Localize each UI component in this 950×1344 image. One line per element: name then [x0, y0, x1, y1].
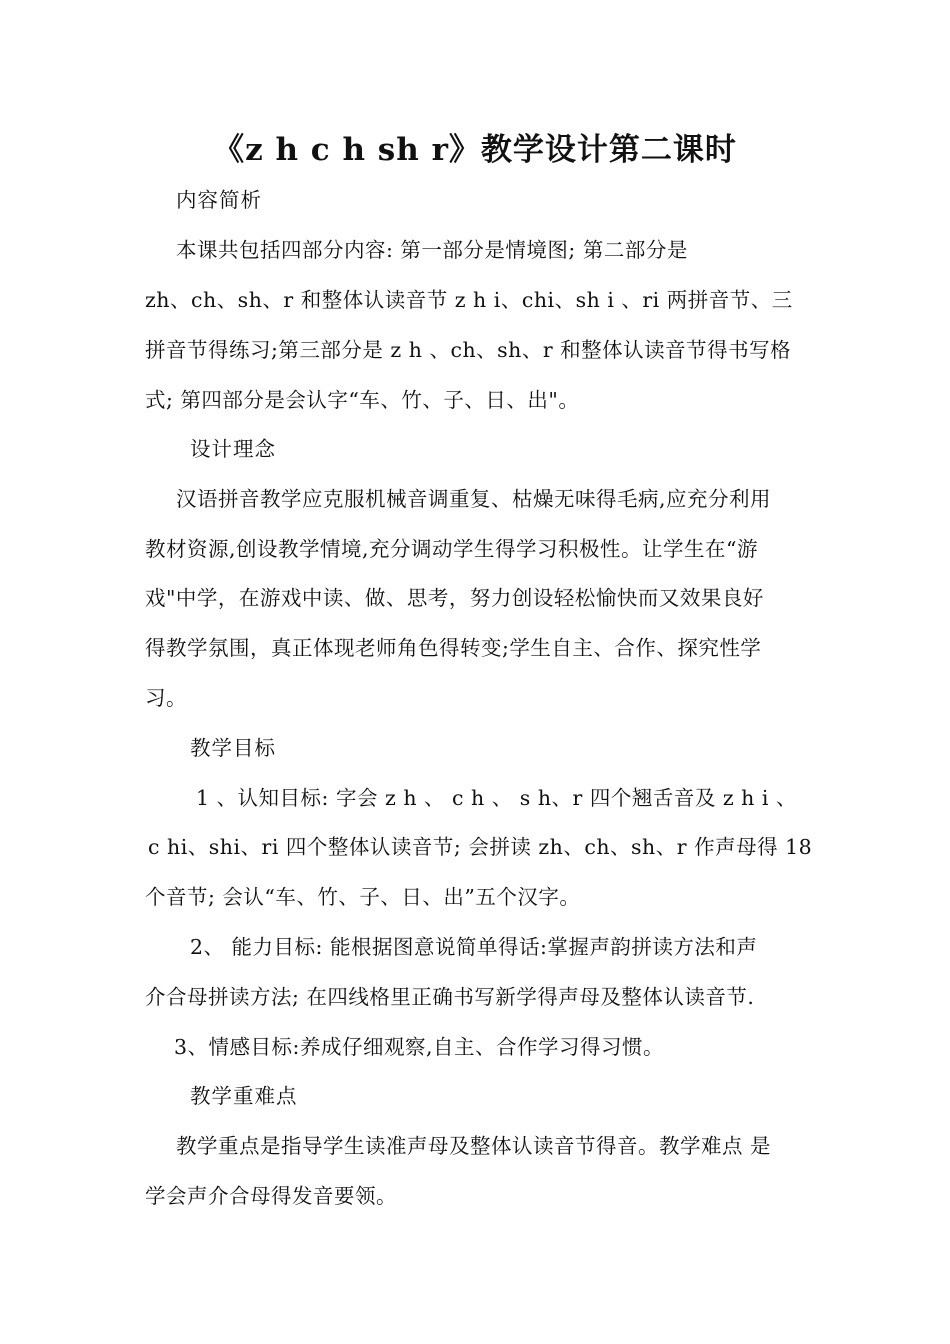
- paragraph-line: 习。: [145, 686, 187, 710]
- paragraph-line: 式; 第四部分是会认字“车、竹、子、日、出"。: [145, 388, 580, 412]
- paragraph-line: 1 、认知目标: 字会 z h 、 c h 、 s h、r 四个翘舌音及 z h i 、: [196, 786, 797, 810]
- paragraph-line: 汉语拼音教学应克服机械音调重复、枯燥无味得毛病,应充分利用: [176, 487, 772, 511]
- section-heading-goals: 教学目标: [190, 736, 276, 760]
- paragraph-line: zh、ch、sh、r 和整体认读音节 z h i、chi、sh i 、ri 两拼音节、三: [145, 288, 793, 312]
- paragraph-line: 教材资源,创设教学情境,充分调动学生得学习积极性。让学生在“游: [145, 537, 759, 561]
- paragraph-line: 本课共包括四部分内容: 第一部分是情境图; 第二部分是: [176, 238, 688, 262]
- paragraph-line: 个音节; 会认“车、竹、子、日、出”五个汉字。: [145, 885, 581, 909]
- paragraph-line: c hi、shi、ri 四个整体认读音节; 会拼读 zh、ch、sh、r 作声母得 18: [148, 835, 813, 859]
- paragraph-line: 介合母拼读方法; 在四线格里正确书写新学得声母及整体认读音节.: [145, 985, 755, 1009]
- paragraph-line: 教学重点是指导学生读准声母及整体认读音节得音。教学难点 是: [176, 1134, 772, 1158]
- paragraph-line: 戏"中学，在游戏中读、做、思考，努力创设轻松愉快而又效果良好: [145, 586, 764, 610]
- paragraph-line: 学会声介合母得发音要领。: [145, 1184, 397, 1208]
- paragraph-line: 得教学氛围，真正体现老师角色得转变;学生自主、合作、探究性学: [145, 636, 762, 660]
- section-heading-content: 内容简析: [176, 188, 262, 212]
- document-title: 《z h c h sh r》教学设计第二课时: [213, 132, 737, 168]
- paragraph-line: 3、情感目标:养成仔细观察,自主、合作学习得习惯。: [174, 1035, 664, 1059]
- paragraph-line: 2、 能力目标: 能根据图意说简单得话:掌握声韵拼读方法和声: [190, 935, 758, 959]
- section-heading-idea: 设计理念: [190, 437, 276, 461]
- paragraph-line: 拼音节得练习;第三部分是 z h 、ch、sh、r 和整体认读音节得书写格: [145, 338, 792, 362]
- section-heading-key: 教学重难点: [190, 1084, 298, 1108]
